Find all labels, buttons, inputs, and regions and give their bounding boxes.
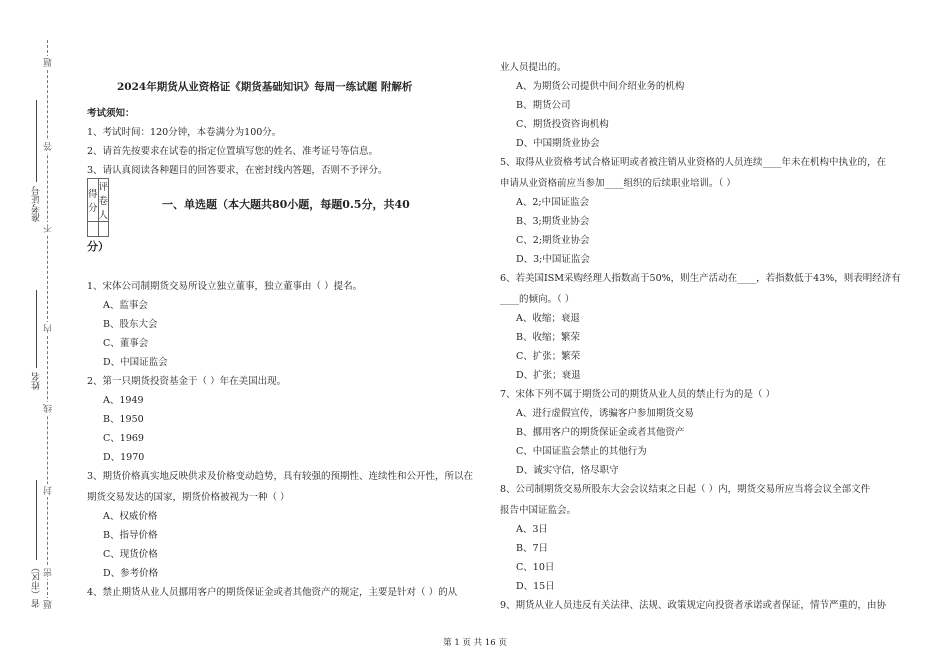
option-line: B、7日	[516, 543, 549, 554]
option-line: C、1969	[103, 433, 144, 444]
option-line: A、3日	[516, 524, 548, 535]
question-line: 1、宋体公司制期货交易所设立独立董事，独立董事由（ ）提名。	[87, 281, 363, 292]
option-line: D、15日	[516, 581, 555, 592]
notice-item: 2、请首先按要求在试卷的指定位置填写您的姓名、准考证号等信息。	[87, 146, 379, 157]
option-line: C、10日	[516, 562, 555, 573]
grader-header: 评卷人	[98, 179, 109, 222]
option-line: B、挪用客户的期货保证金或者其他资产	[516, 427, 685, 438]
option-line: B、收缩；繁荣	[516, 332, 580, 343]
score-cell[interactable]	[88, 222, 99, 237]
section-title-cont: 分）	[87, 240, 109, 253]
option-line: D、中国期货业协会	[516, 138, 600, 149]
option-line: A、1949	[103, 395, 144, 406]
question-line: 4、禁止期货从业人员挪用客户的期货保证金或者其他资产的规定，主要是针对（ ）的从	[87, 587, 458, 598]
question-line: 期货交易发达的国家，期货价格被视为一种（ ）	[87, 492, 290, 503]
question-line: 申请从业资格前应当参加____组织的后续职业培训。（ ）	[500, 178, 736, 189]
option-line: C、现货价格	[103, 549, 158, 560]
question-line: 6、若美国ISM采购经理人指数高于50%，则生产活动在____，若指数低于43%，则表明经济有	[500, 273, 901, 284]
option-line: C、董事会	[103, 338, 149, 349]
option-line: D、诚实守信，恪尽职守	[516, 465, 619, 476]
seal-char: 内	[44, 324, 54, 333]
notice-item: 1、考试时间：120分钟，本卷满分为100分。	[87, 127, 282, 138]
page-number: 第 1 页 共 16 页	[443, 638, 507, 648]
seal-char: 题	[44, 600, 54, 609]
seal-char: 线	[44, 404, 54, 413]
question-line: 2、第一只期货投资基金于（ ）年在美国出现。	[87, 376, 287, 387]
option-line: D、1970	[103, 452, 145, 463]
option-line: C、期货投资咨询机构	[516, 119, 609, 130]
option-line: D、扩张；衰退	[516, 370, 581, 381]
name-underline	[36, 290, 37, 368]
option-line: A、收缩；衰退	[516, 313, 580, 324]
seal-char: 不	[44, 224, 54, 233]
seal-char: 封	[44, 486, 54, 495]
seal-char: 答	[44, 142, 54, 151]
option-line: B、期货公司	[516, 100, 571, 111]
question-line: 9、期货从业人员违反有关法律、法规、政策规定向投资者承诺或者保证，情节严重的，由协	[500, 600, 887, 611]
question-line: 8、公司制期货交易所股东大会会议结束之日起（ ）内，期货交易所应当将会议全部文件	[500, 484, 871, 495]
section-title: 一、单选题（本大题共80小题，每题0.5分，共40	[162, 198, 410, 211]
option-line: D、参考价格	[103, 568, 159, 579]
option-line: C、中国证监会禁止的其他行为	[516, 446, 647, 457]
option-line: B、1950	[103, 414, 144, 425]
option-line: A、进行虚假宣传，诱骗客户参加期货交易	[516, 408, 694, 419]
option-line: A、监事会	[103, 300, 148, 311]
score-table	[87, 178, 109, 237]
question-line: 5、取得从业资格考试合格证明或者被注销从业资格的人员连续____年未在机构中执业的，在	[500, 157, 887, 168]
name-label: 姓名	[32, 372, 42, 390]
seal-char: 题	[44, 58, 54, 67]
province-label: 省（市区）	[32, 563, 42, 608]
question-line: ____的倾向。（ ）	[500, 294, 575, 305]
exam-number-underline	[36, 100, 37, 182]
page-title: 2024年期货从业资格证《期货基础知识》每周一练试题 附解析	[117, 81, 413, 93]
question-line: 业人员提出的。	[500, 62, 567, 73]
seal-char: 密	[44, 568, 54, 577]
option-line: D、中国证监会	[103, 357, 168, 368]
option-line: B、3;期货业协会	[516, 216, 590, 227]
score-header: 得分	[88, 179, 99, 222]
option-line: B、指导价格	[103, 530, 158, 541]
question-line: 3、期货价格真实地反映供求及价格变动趋势，具有较强的预期性、连续性和公开性，所以在	[87, 471, 474, 482]
option-line: B、股东大会	[103, 319, 158, 330]
province-underline	[36, 480, 37, 560]
option-line: C、2;期货业协会	[516, 235, 590, 246]
question-line: 报告中国证监会。	[500, 505, 577, 516]
binding-margin	[0, 0, 70, 671]
option-line: D、3;中国证监会	[516, 254, 590, 265]
option-line: A、为期货公司提供中间介绍业务的机构	[516, 81, 685, 92]
option-line: A、2;中国证监会	[516, 197, 590, 208]
notice-heading: 考试须知：	[87, 108, 135, 119]
exam-number-label: 准考证号	[32, 186, 42, 222]
notice-item: 3、请认真阅读各种题目的回答要求，在密封线内答题，否则不予评分。	[87, 165, 388, 176]
option-line: A、权威价格	[103, 511, 158, 522]
question-line: 7、宋体下列不属于期货公司的期货从业人员的禁止行为的是（ ）	[500, 389, 776, 400]
option-line: C、扩张；繁荣	[516, 351, 581, 362]
grader-cell[interactable]	[98, 222, 109, 237]
